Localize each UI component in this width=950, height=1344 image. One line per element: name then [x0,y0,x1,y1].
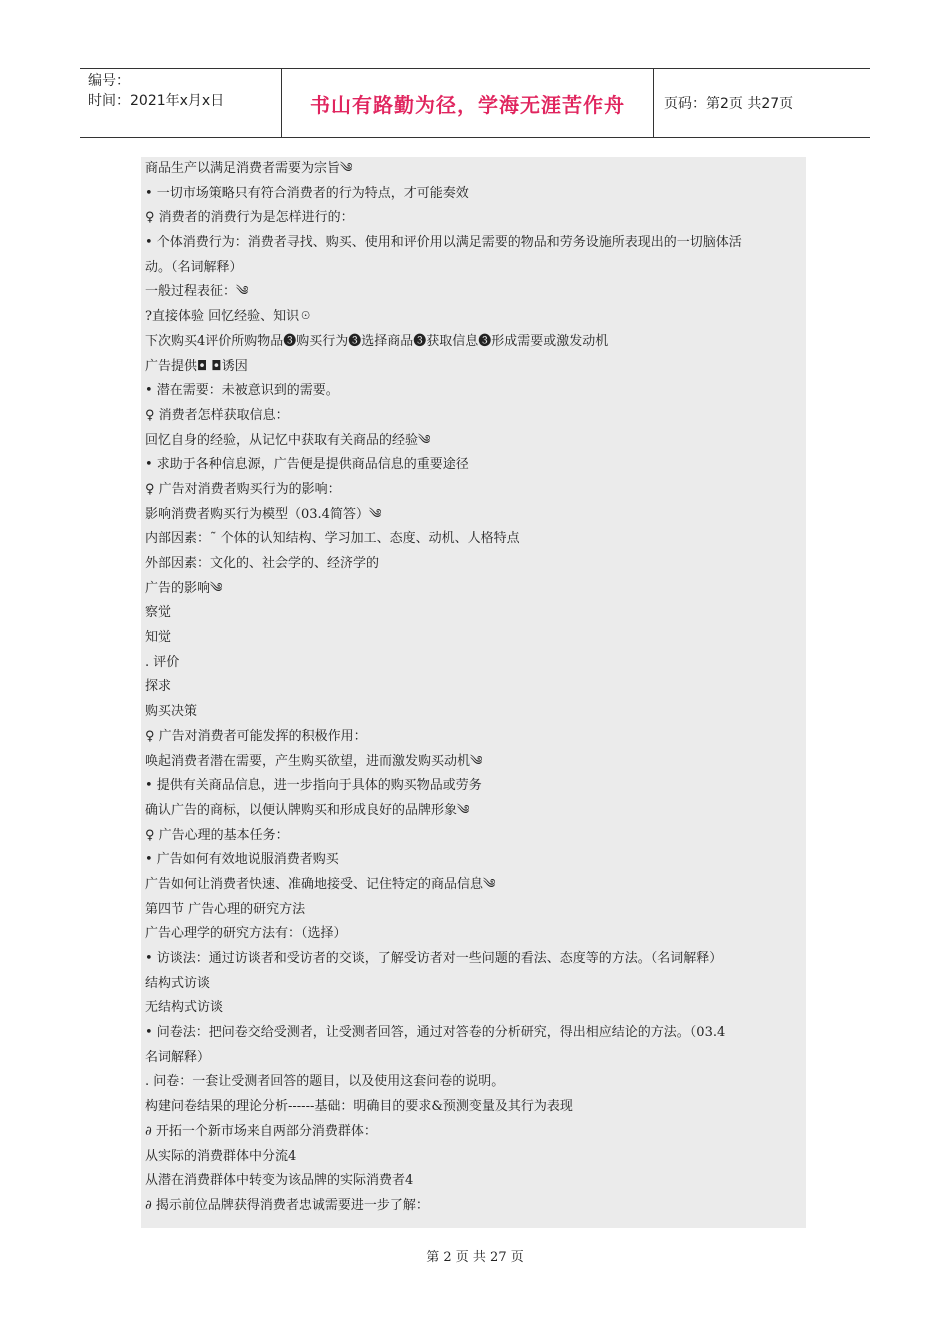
text-line: 从实际的消费群体中分流4 [145,1148,297,1164]
header-page-cell [654,69,870,137]
text-line: 名词解释） [145,1049,211,1065]
text-line: . 评价 [145,654,180,670]
text-line: 广告提供◘ ◘诱因 [145,358,248,374]
text-line: • 一切市场策略只有符合消费者的行为特点，才可能奏效 [145,185,469,201]
text-line: ∂ 揭示前位品牌获得消费者忠诚需要进一步了解： [145,1197,429,1213]
text-line: • 潜在需要：未被意识到的需要。 [145,383,339,399]
text-line: . 问卷：一套让受测者回答的题目，以及使用这套问卷的说明。 [145,1074,505,1090]
text-line: 从潜在消费群体中转变为该品牌的实际消费者4 [145,1173,414,1189]
text-line: 第四节 广告心理的研究方法 [145,901,306,917]
text-line: 购买决策 [145,704,198,720]
text-line: ♀ 广告对消费者购买行为的影响： [145,481,341,497]
text-line: • 个体消费行为：消费者寻找、购买、使用和评价用以满足需要的物品和劳务设施所表现出的一切脑体活 [145,235,742,251]
text-line: 探求 [145,679,172,695]
text-line: • 访谈法：通过访谈者和受访者的交谈，了解受访者对一些问题的看法、态度等的方法。（名词解释） [145,951,723,966]
text-line: ♀ 广告心理的基本任务： [145,827,289,843]
text-line: ∂ 开拓一个新市场来自两部分消费群体： [145,1123,377,1139]
page-footer [0,1246,950,1265]
header-motto-cell [281,69,654,137]
header-motto: 书山有路勤为径，学海无涯苦作舟 [310,92,625,117]
text-line: 商品生产以满足消费者需要为宗旨༄ [145,161,353,176]
text-line: 下次购买4评价所购物品❸购买行为❸选择商品❸获取信息❸形成需要或激发动机 [145,333,609,349]
text-line: 外部因素：文化的、社会学的、经济学的 [145,556,380,571]
text-line: ♀ 广告对消费者可能发挥的积极作用： [145,728,367,744]
text-line: • 求助于各种信息源，广告便是提供商品信息的重要途径 [145,457,469,473]
text-line: ♀ 消费者的消费行为是怎样进行的： [145,210,354,226]
footer-page-number: 第 2 页 共 27 页 [426,1250,524,1265]
text-line: 广告心理学的研究方法有：（选择） [145,926,347,942]
text-line: 构建问卷结果的理论分析------基础：明确目的要求&预测变量及其行为表现 [145,1099,573,1115]
doc-number-label: 编号： [88,73,130,89]
text-line: 知觉 [145,630,172,646]
text-line: • 提供有关商品信息，进一步指向于具体的购买物品或劳务 [145,778,482,794]
page-header [80,68,870,138]
text-line: 无结构式访谈 [145,1000,224,1016]
document-body [141,157,806,1228]
header-page-label: 页码：第2页 共27页 [664,96,794,112]
text-line: 确认广告的商标，以便认牌购买和形成良好的品牌形象༄ [145,802,470,818]
text-line: ♀ 消费者怎样获取信息： [145,407,289,423]
text-line: • 问卷法：把问卷交给受测者，让受测者回答，通过对答卷的分析研究，得出相应结论的方法。（03.4 [145,1025,726,1041]
text-line: 回忆自身的经验，从记忆中获取有关商品的经验༄ [145,432,431,448]
text-line: 察觉 [145,605,172,621]
text-line: ?直接体验 回忆经验、知识☉ [145,309,313,325]
text-line: 唤起消费者潜在需要，产生购买欲望，进而激发购买动机༄ [145,753,483,769]
text-line: 动。（名词解释） [145,259,243,275]
text-line: 广告的影响༄ [145,580,223,596]
header-meta [80,69,281,137]
text-line: 广告如何让消费者快速、准确地接受、记住特定的商品信息༄ [145,876,496,892]
text-line: 一般过程表征：༄ [145,284,249,300]
text-line: 结构式访谈 [145,975,211,991]
text-line: 影响消费者购买行为模型（03.4简答）༄ [145,506,382,522]
text-line: 内部因素：˜ 个体的认知结构、学习加工、态度、动机、人格特点 [145,531,520,547]
text-line: • 广告如何有效地说服消费者购买 [145,852,339,868]
doc-date-label: 时间：2021年x月x日 [88,93,225,109]
